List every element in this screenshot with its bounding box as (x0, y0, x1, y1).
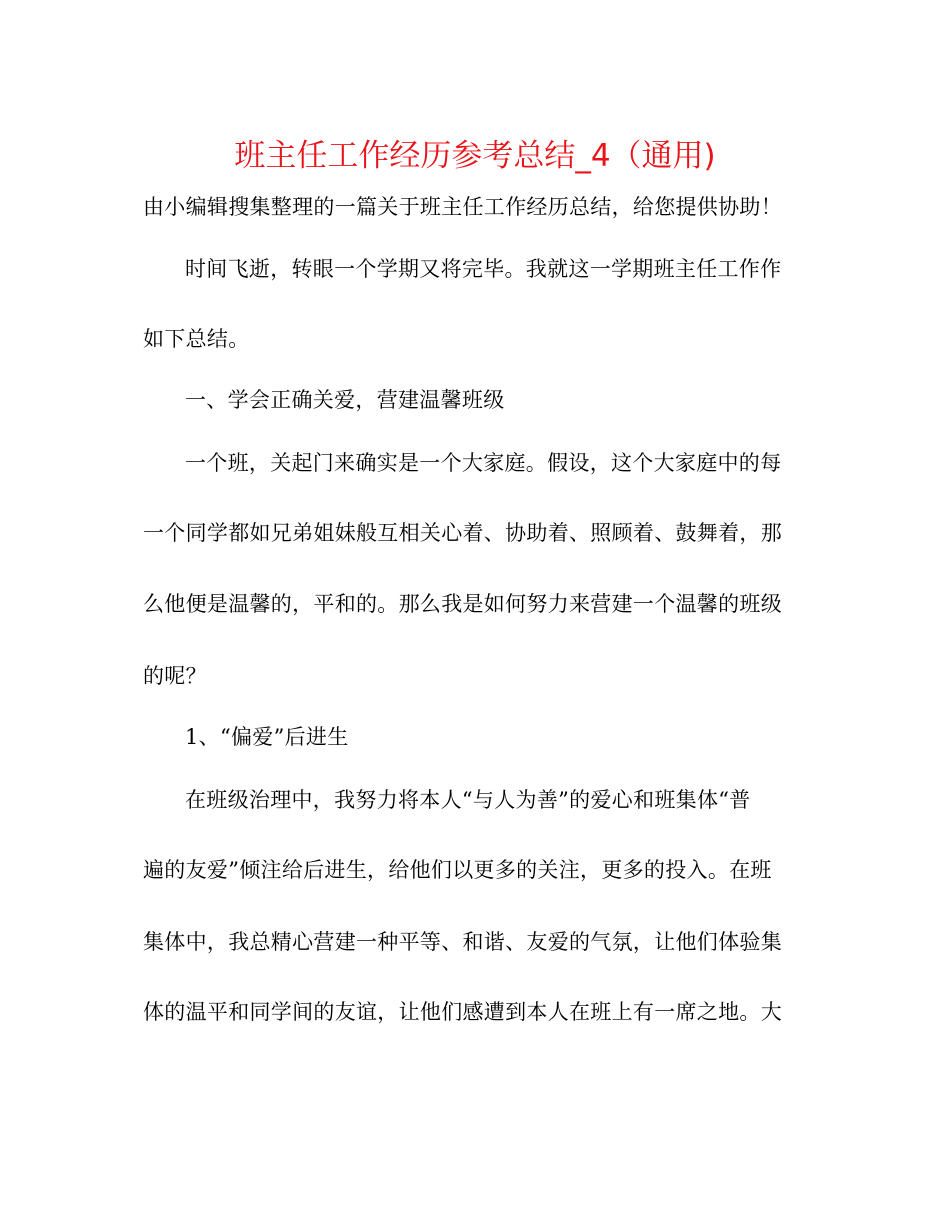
section-heading: 一、学会正确关爱，营建温馨班级 (185, 388, 505, 412)
paragraph-line: 体的温平和同学间的友谊，让他们感遭到本人在班上有一席之地。大 (143, 1000, 782, 1024)
paragraph-line: 的呢？ (143, 664, 207, 688)
paragraph-line: 一个班，关起门来确实是一个大家庭。假设，这个大家庭中的每 (185, 451, 782, 475)
intro-line: 由小编辑搜集整理的一篇关于班主任工作经历总结，给您提供协助！ (143, 195, 782, 219)
paragraph-line: 一个同学都如兄弟姐妹般互相关心着、协助着、照顾着、鼓舞着，那 (143, 521, 782, 545)
paragraph-line: 么他便是温馨的，平和的。那么我是如何努力来营建一个温馨的班级 (143, 592, 782, 616)
paragraph-line: 遍的友爱”倾注给后进生，给他们以更多的关注，更多的投入。在班 (143, 858, 772, 882)
paragraph-line: 如下总结。 (143, 327, 250, 351)
paragraph-line: 时间飞逝，转眼一个学期又将完毕。我就这一学期班主任工作作 (185, 257, 782, 281)
document-title: 班主任工作经历参考总结_4（通用) (234, 138, 716, 174)
paragraph-line: 集体中，我总精心营建一种平等、和谐、友爱的气氛，让他们体验集 (143, 930, 782, 954)
paragraph-line: 在班级治理中，我努力将本人“与人为善”的爱心和班集体“普 (185, 788, 751, 812)
subsection-heading: 1、“偏爱”后进生 (185, 725, 349, 749)
